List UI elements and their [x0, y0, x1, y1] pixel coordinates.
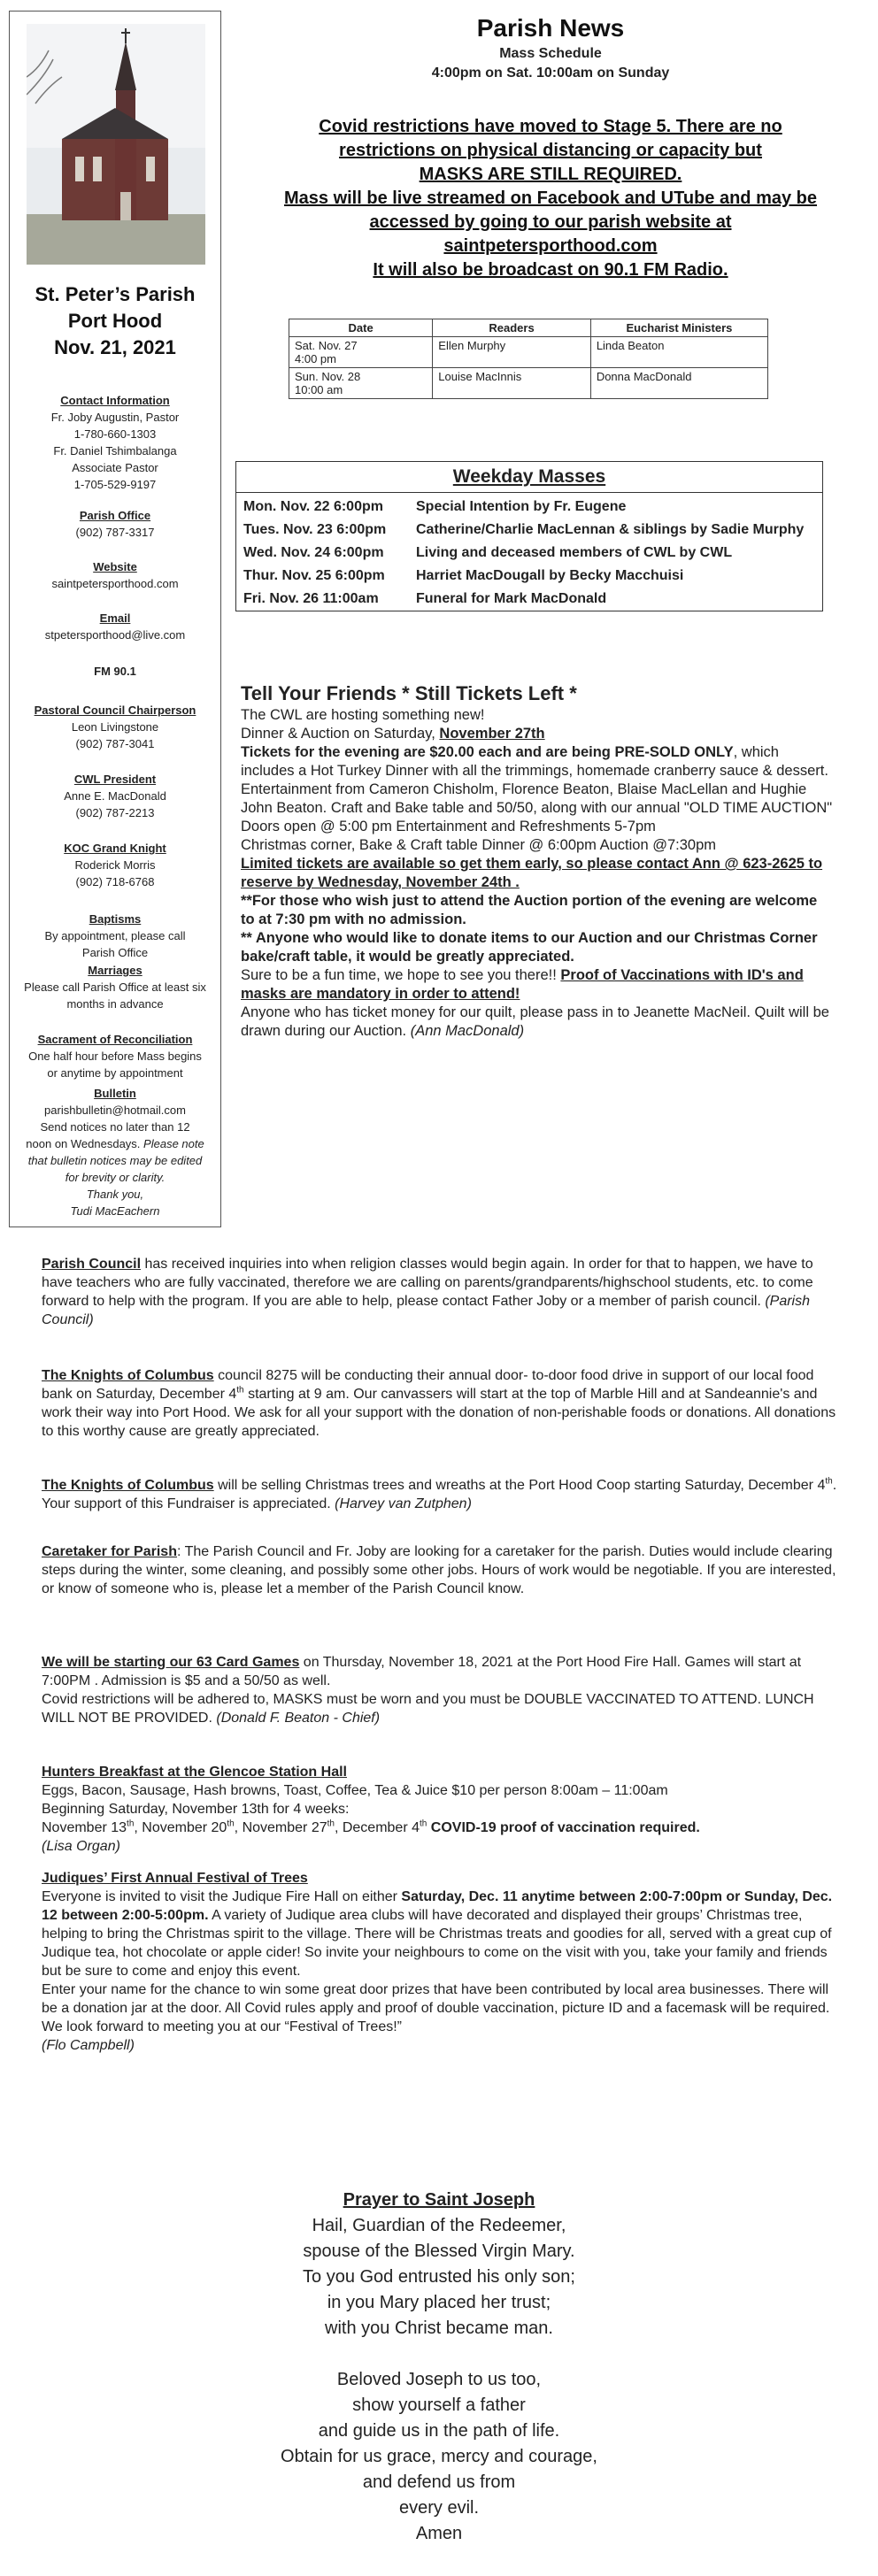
radio-block — [10, 663, 220, 680]
date-cell: Sat. Nov. 27 4:00 pm — [289, 337, 433, 368]
prayer-line: spouse of the Blessed Virgin Mary. — [303, 2242, 575, 2261]
ministers-cell: Linda Beaton — [590, 337, 767, 368]
article-heading: We will be starting our 63 Card Games — [42, 1655, 300, 1670]
header — [232, 12, 869, 83]
reconciliation-block — [10, 1031, 220, 1081]
covid-line: accessed by going to our parish website at — [369, 212, 732, 232]
article-body: has received inquiries into when religion classes would begin again. In order for that to happen, we have to have teachers who are fully vaccinated, therefore we are calling on parents/grandparents/highschool students, etc. to come forward to help with the program. If you are able to help, please contact Father Joby or a member of parish council. — [42, 1257, 813, 1309]
notice-line: Christmas corner, Bake & Craft table Dinner @ 6:00pm Auction @7:30pm — [241, 837, 716, 853]
bulletin-note: that bulletin notices may be edited — [27, 1154, 203, 1167]
church-photo — [27, 24, 205, 265]
prayer-line: Obtain for us grace, mercy and courage, — [281, 2447, 597, 2466]
vaccination-notice: Proof of Vaccinations with ID's and masks are mandatory in order to attend! — [241, 967, 804, 1002]
contact-title: Contact Information — [60, 394, 170, 407]
koc-title: KOC Grand Knight — [64, 842, 166, 855]
covid-line: MASKS ARE STILL REQUIRED. — [419, 165, 682, 184]
signature: (Flo Campbell) — [42, 2038, 135, 2053]
baptisms-line: Parish Office — [81, 946, 149, 959]
reconciliation-line: or anytime by appointment — [47, 1066, 183, 1080]
prayer-line: every evil. — [398, 2498, 480, 2518]
website-title: Website — [93, 560, 137, 573]
contact-info — [10, 392, 220, 493]
prayer-line: in you Mary placed her trust; — [327, 2293, 551, 2312]
covid-line: It will also be broadcast on 90.1 FM Radio. — [373, 260, 728, 280]
weekday-row: Thur. Nov. 25 6:00pm Harriet MacDougall by Becky Macchuisi — [243, 568, 684, 583]
prayer-line: and defend us from — [362, 2472, 516, 2492]
office-title: Parish Office — [79, 509, 151, 522]
page-title: Parish News — [476, 14, 625, 42]
weekday-masses-box — [235, 461, 823, 611]
baptisms-block — [10, 911, 220, 961]
marriages-line: months in advance — [66, 997, 164, 1011]
bulletin-line: noon on Wednesdays. — [26, 1137, 141, 1150]
parish-name: St. Peter’s Parish — [35, 283, 196, 305]
table-row — [289, 368, 768, 399]
readers-table — [289, 319, 768, 399]
prayer-to-saint-joseph — [218, 2188, 660, 2547]
cwl-name: Anne E. MacDonald — [64, 789, 166, 803]
card-games-article: We will be starting our 63 Card Games on Thursday, November 18, 2021 at the Port Hood Fire Hall. Games will start at 7:00PM . Admission is $5 and a 50/50 as well. Covid restrictions will be adhered to, MASKS must be worn and you must be DOUBLE VACCINATED TO ATTEND. LUNCH WILL NOT BE PROVIDED. (Donald F. Beaton - Chief) — [42, 1655, 814, 1726]
prayer-line: Amen — [415, 2524, 463, 2543]
reconciliation-title: Sacrament of Reconciliation — [37, 1033, 193, 1046]
contact-line: 1-780-660-1303 — [73, 427, 157, 441]
signature: (Parish Council) — [42, 1294, 810, 1327]
prayer-line: show yourself a father — [352, 2395, 526, 2415]
council-name: Leon Livingstone — [71, 720, 159, 734]
baptisms-title: Baptisms — [89, 912, 142, 926]
prayer-line: and guide us in the path of life. — [318, 2421, 560, 2441]
article-heading: The Knights of Columbus — [42, 1478, 214, 1493]
signature: (Harvey van Zutphen) — [335, 1496, 472, 1511]
bulletin-note: for brevity or clarity. — [65, 1171, 166, 1184]
contact-line: Fr. Daniel Tshimbalanga — [53, 444, 177, 458]
hunters-breakfast-article: Hunters Breakfast at the Glencoe Station Hall Eggs, Bacon, Sausage, Hash browns, Toast, Coffee, Tea & Juice $10 per person 8:00am – 11:00am Beginning Saturday, November 13th for 4 weeks: November 13th, November 20th, November 27th, December 4th COVID-19 proof of vaccination required. (Lisa Organ) — [42, 1763, 838, 1856]
notice-line: Sure to be a fun time, we hope to see you there!! — [241, 967, 561, 983]
koc-block — [10, 840, 220, 890]
article-body: on Thursday, November 18, 2021 at the Port Hood Fire Hall. Games will start at 7:00PM . Admission is $5 and a 50/50 as well. — [42, 1655, 802, 1688]
event-date: November 27th — [439, 726, 545, 742]
date-cell: Sun. Nov. 28 10:00 am — [289, 368, 433, 399]
article-heading: Judiques’ First Annual Festival of Trees — [42, 1871, 308, 1886]
cwl-phone: (902) 787-2213 — [75, 806, 155, 819]
festival-of-trees-article: Judiques’ First Annual Festival of Trees Everyone is invited to visit the Judique Fire Hall on either Saturday, Dec. 11 anytime between 2:00-7:00pm or Sunday, Dec. 12 between 2:00-5:00pm. A variety of Judique area clubs will have decorated and displayed their groups’ Christmas tree, helping to bring the Christmas spirit to the village. There will be Christmas treats and goodies for all, served with a great cup of Judique tea, hot chocolate or apple cider! So invite your neighbours to come on the visit with you, take your family and friends but be sure to come and enjoy this event. Enter your name for the chance to win some great door prizes that have been contributed by local area businesses. There will be a donation jar at the door. All Covid rules apply and proof of double vaccination, picture ID and a facemask will be required. We look forward to meeting you at our “Festival of Trees!” (Flo Campbell) — [42, 1869, 838, 2055]
email-block — [10, 610, 220, 643]
covid-line: Mass will be live streamed on Facebook and UTube and may be — [283, 188, 818, 208]
covid-line: Covid restrictions have moved to Stage 5. There are no — [319, 117, 782, 136]
contact-line: Fr. Joby Augustin, Pastor — [50, 411, 180, 424]
bulletin-line: Send notices no later than 12 — [40, 1120, 190, 1134]
bulletin-signature: Tudi MacEachern — [70, 1204, 160, 1218]
christmas-trees-article: The Knights of Columbus will be selling Christmas trees and wreaths at the Port Hood Coop starting Saturday, December 4th. Your support of this Fundraiser is appreciated. (Harvey van Zutphen) — [42, 1476, 837, 1511]
website-link[interactable]: saintpetersporthood.com — [51, 577, 179, 590]
table-row — [289, 337, 768, 368]
town: Port Hood — [67, 310, 163, 332]
bulletin-note: Please note — [143, 1137, 204, 1150]
prayer-title: Prayer to Saint Joseph — [343, 2190, 535, 2210]
contact-line: 1-705-529-9197 — [73, 478, 157, 491]
website-block — [10, 558, 220, 592]
donation-notice: ** Anyone who would like to donate items to our Auction and our Christmas Corner bake/craft table, it would be greatly appreciated. — [241, 930, 818, 965]
readers-cell: Louise MacInnis — [433, 368, 591, 399]
signature: (Ann MacDonald) — [410, 1023, 525, 1039]
covid-line: restrictions on physical distancing or capacity but — [339, 141, 762, 160]
cwl-block — [10, 771, 220, 821]
notice-line: Doors open @ 5:00 pm Entertainment and Refreshments 5-7pm — [241, 819, 656, 834]
notice-line: Dinner & Auction on Saturday, — [241, 726, 440, 742]
prayer-line: with you Christ became man. — [325, 2318, 553, 2338]
article-heading: Caretaker for Parish — [42, 1544, 177, 1559]
marriages-block — [10, 962, 220, 1012]
mass-schedule-label: Mass Schedule — [499, 46, 602, 61]
ticket-info: Tickets for the evening are $20.00 each and are being PRE-SOLD ONLY — [241, 744, 734, 760]
marriages-title: Marriages — [88, 964, 142, 977]
bulletin-note: Thank you, — [86, 1188, 144, 1201]
prayer-line: Beloved Joseph to us too, — [336, 2370, 542, 2389]
article-heading: The Knights of Columbus — [42, 1368, 214, 1383]
bulletin-block — [10, 1085, 220, 1219]
bulletin-date: Nov. 21, 2021 — [54, 336, 176, 358]
contact-line: Associate Pastor — [72, 461, 158, 474]
readers-cell: Ellen Murphy — [433, 337, 591, 368]
caretaker-article — [42, 1542, 838, 1598]
prayer-line: Hail, Guardian of the Redeemer, — [312, 2216, 566, 2235]
food-drive-article: The Knights of Columbus council 8275 will be conducting their annual door- to-door food drive in support of our local food bank on Saturday, December 4th starting at 9 am. Our canvassers will start at the top of Marble Hill and at Sandeannie's and work their way into Port Hood. We ask for all your support with the donation of non-perishable foods or donations. All donations to this worthy cause are greatly appreciated. — [42, 1368, 836, 1439]
bulletin-email[interactable]: parishbulletin@hotmail.com — [44, 1103, 186, 1117]
sidebar — [9, 11, 221, 1227]
council-title: Pastoral Council Chairperson — [34, 704, 196, 717]
article-body: : The Parish Council and Fr. Joby are looking for a caretaker for the parish. Duties would include clearing steps during the winter, some cleaning, and possibly some other jobs. Hours of work would be negotiable. If you are interested, or know of someone who is, please let a member of the Parish Council know. — [42, 1544, 836, 1596]
article-heading: Parish Council — [42, 1257, 142, 1272]
parish-council-article — [42, 1255, 838, 1329]
notice-title: Tell Your Friends * Still Tickets Left * — [241, 682, 577, 704]
signature: (Lisa Organ) — [42, 1839, 120, 1854]
table-header-row — [289, 319, 768, 337]
email-title: Email — [99, 611, 131, 625]
mass-times: 4:00pm on Sat. 10:00am on Sunday — [431, 65, 670, 81]
sidebar-heading — [10, 281, 220, 361]
notice-line: The CWL are hosting something new! — [241, 707, 485, 723]
column-header: Date — [289, 319, 433, 337]
website-link[interactable]: saintpetersporthood.com — [443, 236, 658, 256]
parish-office — [10, 507, 220, 541]
notice-line: , which includes a Hot Turkey Dinner with all the trimmings, homemade cranberry sauce & dessert. Entertainment from Cameron Chisholm, Florence Beaton, Blaise MacLellan and Hughie John Beaton. Craft and Bake table and 50/50, along with our annual "OLD TIME AUCTION" — [241, 744, 833, 816]
radio-station: FM 90.1 — [94, 665, 136, 678]
column-header: Readers — [433, 319, 591, 337]
covid-notice — [232, 115, 869, 282]
koc-name: Roderick Morris — [74, 858, 156, 872]
council-block — [10, 702, 220, 752]
council-phone: (902) 787-3041 — [75, 737, 155, 750]
weekday-row: Tues. Nov. 23 6:00pm Catherine/Charlie MacLennan & siblings by Sadie Murphy — [243, 522, 805, 537]
notice-line: Anyone who has ticket money for our quilt, please pass in to Jeanette MacNeil. Quilt will be drawn during our Auction. — [241, 1004, 829, 1039]
weekday-row: Wed. Nov. 24 6:00pm Living and deceased members of CWL by CWL — [243, 545, 733, 560]
reconciliation-line: One half hour before Mass begins — [28, 1050, 202, 1063]
ministers-cell: Donna MacDonald — [590, 368, 767, 399]
bulletin-title: Bulletin — [94, 1087, 136, 1100]
prayer-line: To you God entrusted his only son; — [303, 2267, 575, 2287]
reserve-notice: Limited tickets are available so get them early, so please contact Ann @ 623-2625 to reserve by Wednesday, November 24th . — [241, 856, 823, 890]
auction-notice: **For those who wish just to attend the Auction portion of the evening are welcome to at 7:30 pm with no admission. — [241, 893, 818, 927]
weekday-row: Fri. Nov. 26 11:00am Funeral for Mark MacDonald — [243, 591, 607, 606]
prayer-spacer — [218, 2341, 660, 2367]
column-header: Eucharist Ministers — [590, 319, 767, 337]
weekday-title: Weekday Masses — [236, 462, 822, 493]
weekday-row: Mon. Nov. 22 6:00pm Special Intention by Fr. Eugene — [243, 499, 627, 514]
dinner-auction-notice — [241, 681, 834, 1041]
email-link[interactable]: stpetersporthood@live.com — [44, 628, 186, 642]
cwl-title: CWL President — [73, 773, 157, 786]
baptisms-line: By appointment, please call — [44, 929, 186, 942]
signature: (Donald F. Beaton - Chief) — [216, 1711, 381, 1726]
marriages-line: Please call Parish Office at least six — [24, 980, 206, 994]
office-phone: (902) 787-3317 — [75, 526, 155, 539]
article-heading: Hunters Breakfast at the Glencoe Station Hall — [42, 1765, 347, 1780]
koc-phone: (902) 718-6768 — [75, 875, 155, 888]
